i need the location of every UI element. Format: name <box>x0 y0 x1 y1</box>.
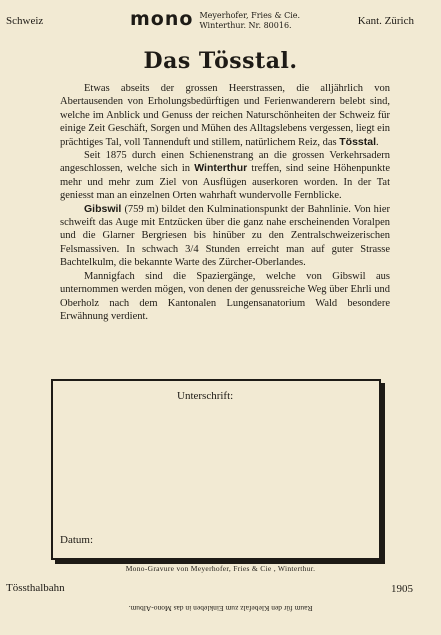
publisher-place-number: Winterthur. Nr. 80016. <box>199 21 292 30</box>
bold-place-name: Tösstal <box>339 135 377 148</box>
engraving-credit: Mono-Gravure von Meyerhofer, Fries & Cie , Winterthur. <box>125 564 316 573</box>
description-text <box>60 82 390 323</box>
text-run: Etwas abseits der grossen Heerstrassen, die alljährlich von Abertausenden von Erholungsbedürftigen und Ferienwanderern belebt sind, welche im Anblick und Genuss der reichen Naturschönheiten der Schweiz für einige Zeit Geschäft, Sorgen und Mühen des Alltagslebens vergessen, liegt ein prächtiges Tal, voll Tannenduft und stillem, natürlichem Reiz, das <box>60 83 390 148</box>
publisher-name: Meyerhofer, Fries & Cie. <box>199 11 301 20</box>
paragraph <box>60 270 390 324</box>
year-label: 1905 <box>391 583 413 595</box>
text-run: treffen, sind seine Höhenpunkte mehr und mehr zum Ziel von Ausflügen auserkoren worden. In der Tat geniesst man an einzelnen Orten wahrhaft wundervolle Fernblicke. <box>60 163 390 202</box>
brand-logo: mono <box>130 8 194 30</box>
text-run: Seit 1875 durch einen Schienenstrang an die grossen Verkehrsadern angeschlossen, welche sich in <box>60 150 390 175</box>
card-title: Das Tösstal. <box>143 48 298 74</box>
date-label: Datum: <box>60 534 93 546</box>
bold-place-name: Gibswil <box>84 202 122 215</box>
signature-box <box>51 379 381 560</box>
signature-label: Unterschrift: <box>177 390 234 402</box>
paragraph <box>60 149 390 203</box>
text-run: Mannigfach sind die Spaziergänge, welche von Gibswil aus unternommen werden mögen, von denen der genussreiche Weg über Ehrli und Oberholz nach dem Kantonalen Lungensanatorium Wald besondere Erwähnung verdient. <box>60 270 390 322</box>
brand-block <box>130 10 300 31</box>
date-field[interactable] <box>103 529 303 549</box>
text-run: . <box>376 136 379 148</box>
paragraph <box>60 203 390 270</box>
paragraph <box>60 82 390 149</box>
signature-field[interactable] <box>63 409 363 527</box>
canton-label: Kant. Zürich <box>357 15 414 27</box>
country-label: Schweiz <box>6 15 44 27</box>
bold-place-name: Winterthur <box>194 162 248 175</box>
album-glue-note: Raum für den Klebefalz zum Einkleben in das Mono-Album. <box>128 604 313 613</box>
publisher-info <box>199 11 300 31</box>
railway-name: Tössthalbahn <box>6 582 65 594</box>
text-run: (759 m) bildet den Kulminationspunkt der Bahnlinie. Von hier schweift das Auge mit Entzücken über die ganz nahe erscheinenden Voralpen und die Glarner Bergriesen bis hinüber zu den Zentralschweizerischen Felsmassiven. In schwach 3/4 Stunden erreicht man auf guter Strasse Bachtelkulm, die bekannte Warte des Zürcher-Oberlandes. <box>60 203 390 269</box>
